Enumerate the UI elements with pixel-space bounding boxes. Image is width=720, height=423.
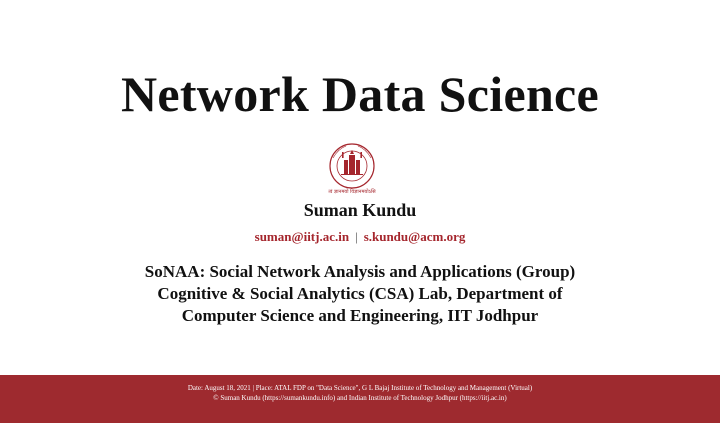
author-name: Suman Kundu <box>303 200 417 220</box>
affiliation-line: SoNAA: Social Network Analysis and Applications (Group) <box>144 262 576 281</box>
affiliation-line: Cognitive & Social Analytics (CSA) Lab, Department of <box>157 284 563 303</box>
email-link-secondary[interactable]: s.kundu@acm.org <box>363 229 466 244</box>
footer-copyright: © Suman Kundu (https://sumankundu.info) and Indian Institute of Technology Jodhpur (https://iitj.ac.in) <box>213 394 507 402</box>
email-link-primary[interactable]: suman@iitj.ac.in <box>254 229 350 244</box>
affiliation-line: Computer Science and Engineering, IIT Jodhpur <box>181 306 539 325</box>
slide-title: Network Data Science <box>120 66 600 122</box>
iitj-logo-icon <box>324 140 380 196</box>
email-separator: | <box>355 229 358 244</box>
slide-footer <box>0 375 720 423</box>
footer-event-info: Date: August 18, 2021 | Place: ATAL FDP on "Data Science", G L Bajaj Institute of Technology and Management (Virtual) <box>187 384 533 392</box>
author-emails <box>0 228 720 246</box>
affiliation <box>0 261 720 327</box>
logo-tagline: त्वं ज्ञानमयो विज्ञानमयोऽसि <box>328 189 376 195</box>
